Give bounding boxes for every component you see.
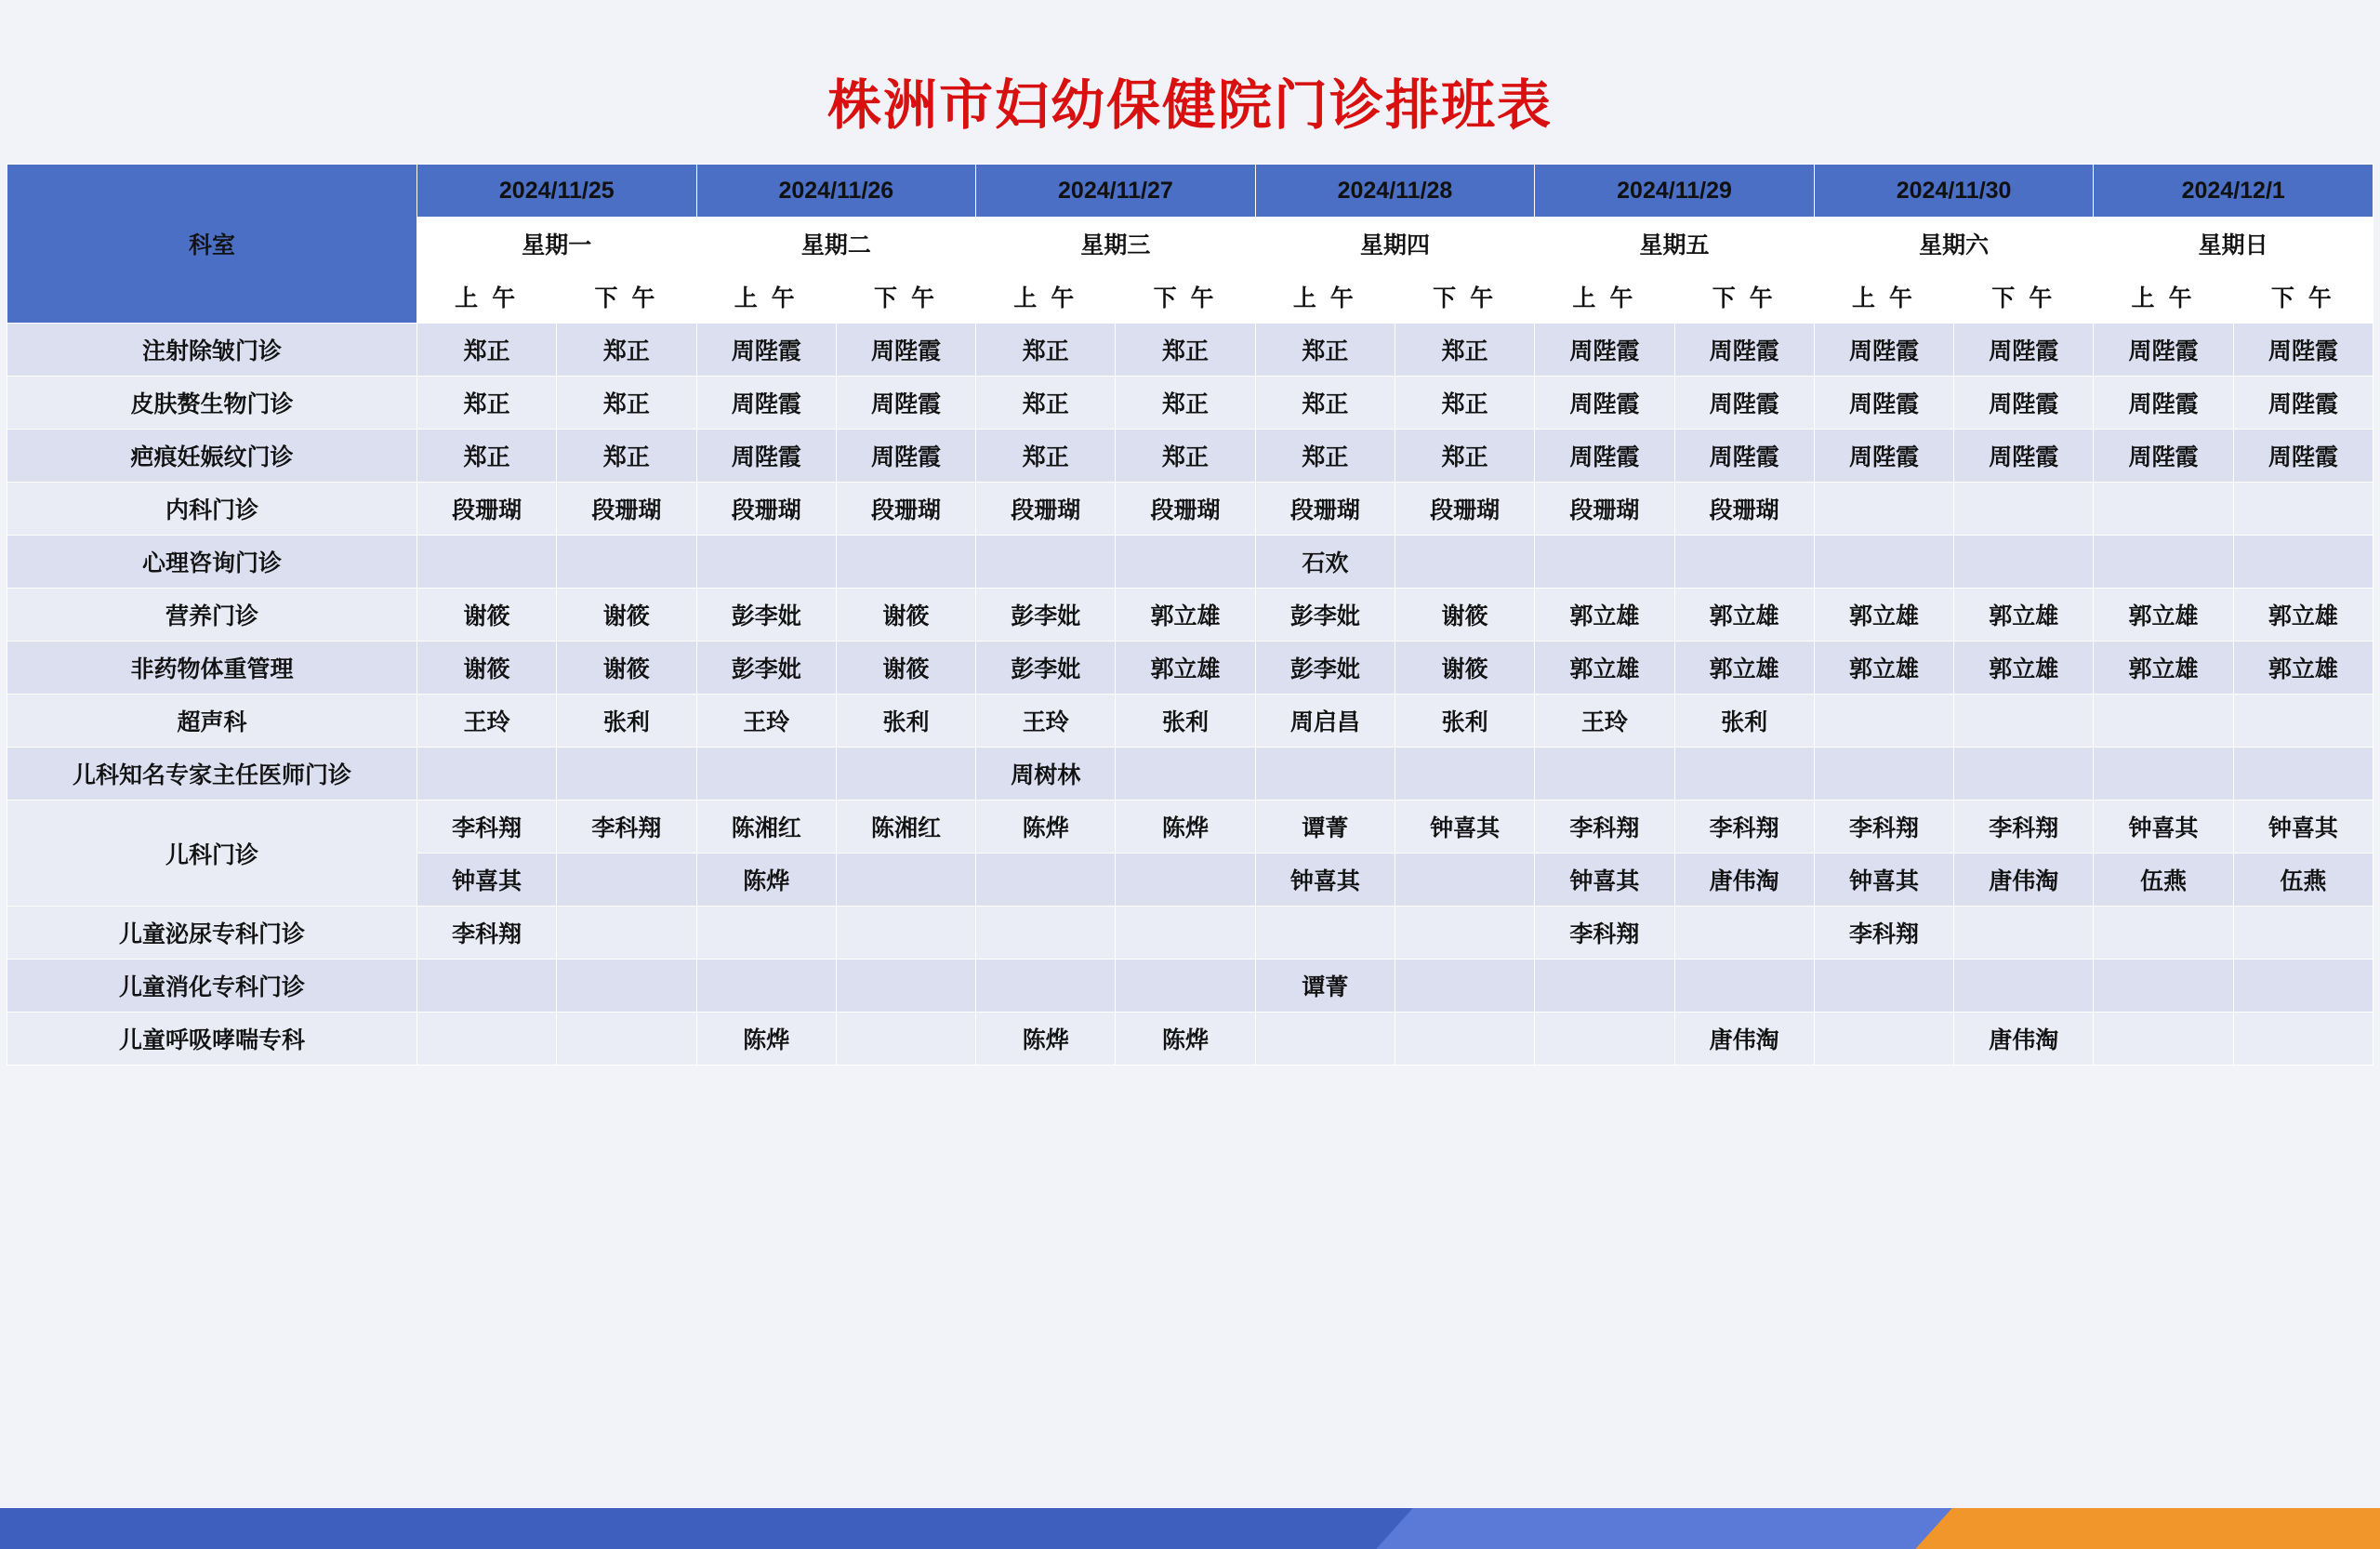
footer-bar-blue <box>0 1508 1469 1549</box>
half-header-am: 上 午 <box>976 271 1116 324</box>
shift-cell: 周陛霞 <box>1954 377 2094 430</box>
shift-cell: 郑正 <box>1395 377 1534 430</box>
shift-cell <box>1395 907 1534 960</box>
shift-cell <box>2233 907 2373 960</box>
shift-cell <box>557 536 696 589</box>
shift-cell <box>1116 536 1255 589</box>
shift-cell <box>1674 960 1814 1013</box>
shift-cell: 谢筱 <box>836 589 975 642</box>
dept-name-cell: 营养门诊 <box>7 589 417 642</box>
weekday-header: 星期日 <box>2094 218 2373 271</box>
shift-cell: 郭立雄 <box>2094 589 2233 642</box>
shift-cell: 王玲 <box>696 695 836 748</box>
shift-cell <box>557 748 696 801</box>
half-header-pm: 下 午 <box>1395 271 1534 324</box>
shift-cell: 张利 <box>836 695 975 748</box>
shift-cell: 郑正 <box>557 430 696 483</box>
shift-cell: 郭立雄 <box>1535 589 1674 642</box>
shift-cell <box>557 1013 696 1066</box>
shift-cell: 周陛霞 <box>2094 377 2233 430</box>
shift-cell <box>1255 907 1395 960</box>
shift-cell <box>417 960 557 1013</box>
schedule-table <box>7 164 2373 1066</box>
half-header-pm: 下 午 <box>1954 271 2094 324</box>
shift-cell <box>1674 748 1814 801</box>
weekday-header: 星期三 <box>976 218 1256 271</box>
shift-cell: 段珊瑚 <box>976 483 1116 536</box>
shift-cell: 陈烨 <box>1116 801 1255 854</box>
shift-cell: 周陛霞 <box>1535 377 1674 430</box>
shift-cell: 王玲 <box>1535 695 1674 748</box>
table-row <box>7 536 2373 589</box>
shift-cell: 周陛霞 <box>696 430 836 483</box>
shift-cell: 段珊瑚 <box>1395 483 1534 536</box>
shift-cell <box>1954 907 2094 960</box>
dept-name-cell: 儿科门诊 <box>7 801 417 907</box>
shift-cell: 郑正 <box>417 324 557 377</box>
shift-cell: 郑正 <box>1116 377 1255 430</box>
shift-cell: 郭立雄 <box>1954 642 2094 695</box>
shift-cell: 段珊瑚 <box>1255 483 1395 536</box>
shift-cell <box>1395 536 1534 589</box>
shift-cell <box>1814 1013 1953 1066</box>
shift-cell: 钟喜其 <box>1535 854 1674 907</box>
shift-cell <box>417 1013 557 1066</box>
shift-cell <box>696 907 836 960</box>
weekday-header: 星期二 <box>696 218 976 271</box>
shift-cell: 唐伟淘 <box>1954 854 2094 907</box>
date-header: 2024/11/26 <box>696 165 976 218</box>
shift-cell: 张利 <box>1395 695 1534 748</box>
shift-cell: 谭菁 <box>1255 801 1395 854</box>
shift-cell <box>1395 854 1534 907</box>
weekday-header: 星期五 <box>1535 218 1815 271</box>
shift-cell: 唐伟淘 <box>1674 854 1814 907</box>
shift-cell <box>557 907 696 960</box>
dept-name-cell: 皮肤赘生物门诊 <box>7 377 417 430</box>
shift-cell: 李科翔 <box>557 801 696 854</box>
shift-cell: 郑正 <box>976 324 1116 377</box>
table-row <box>7 748 2373 801</box>
shift-cell: 周陛霞 <box>1814 377 1953 430</box>
shift-cell: 彭李妣 <box>976 589 1116 642</box>
shift-cell: 郑正 <box>976 430 1116 483</box>
dept-name-cell: 心理咨询门诊 <box>7 536 417 589</box>
shift-cell: 李科翔 <box>1535 801 1674 854</box>
shift-cell <box>1116 960 1255 1013</box>
dept-name-cell: 内科门诊 <box>7 483 417 536</box>
shift-cell: 李科翔 <box>1674 801 1814 854</box>
table-body <box>7 324 2373 1066</box>
shift-cell: 郭立雄 <box>1116 589 1255 642</box>
table-row <box>7 960 2373 1013</box>
shift-cell <box>836 748 975 801</box>
half-header-pm: 下 午 <box>557 271 696 324</box>
shift-cell: 郑正 <box>1255 324 1395 377</box>
shift-cell: 周陛霞 <box>2233 430 2373 483</box>
shift-cell <box>1954 483 2094 536</box>
shift-cell: 石欢 <box>1255 536 1395 589</box>
shift-cell: 谢筱 <box>1395 642 1534 695</box>
shift-cell <box>1395 748 1534 801</box>
shift-cell <box>1814 960 1953 1013</box>
dept-name-cell: 非药物体重管理 <box>7 642 417 695</box>
shift-cell: 周陛霞 <box>836 377 975 430</box>
half-header-pm: 下 午 <box>836 271 975 324</box>
shift-cell: 周陛霞 <box>836 324 975 377</box>
shift-cell: 张利 <box>557 695 696 748</box>
shift-cell: 李科翔 <box>417 801 557 854</box>
half-header-pm: 下 午 <box>1116 271 1255 324</box>
shift-cell: 郑正 <box>557 377 696 430</box>
shift-cell <box>557 960 696 1013</box>
shift-cell: 陈烨 <box>1116 1013 1255 1066</box>
shift-cell: 郑正 <box>976 377 1116 430</box>
shift-cell <box>2094 907 2233 960</box>
shift-cell: 钟喜其 <box>1814 854 1953 907</box>
shift-cell: 周陛霞 <box>2094 430 2233 483</box>
dept-header: 科室 <box>7 165 417 324</box>
shift-cell: 谭菁 <box>1255 960 1395 1013</box>
shift-cell: 钟喜其 <box>1255 854 1395 907</box>
date-header: 2024/11/28 <box>1255 165 1535 218</box>
shift-cell: 周陛霞 <box>1814 324 1953 377</box>
shift-cell: 陈烨 <box>976 801 1116 854</box>
shift-cell <box>836 960 975 1013</box>
shift-cell: 陈湘红 <box>696 801 836 854</box>
shift-cell <box>2094 748 2233 801</box>
shift-cell: 郑正 <box>1395 324 1534 377</box>
table-row <box>7 642 2373 695</box>
date-header: 2024/11/25 <box>417 165 697 218</box>
table-row <box>7 377 2373 430</box>
half-header-am: 上 午 <box>1535 271 1674 324</box>
shift-cell <box>2233 695 2373 748</box>
date-header: 2024/12/1 <box>2094 165 2373 218</box>
shift-cell: 谢筱 <box>417 589 557 642</box>
shift-cell: 段珊瑚 <box>836 483 975 536</box>
shift-cell <box>696 960 836 1013</box>
shift-cell: 陈湘红 <box>836 801 975 854</box>
shift-cell: 郑正 <box>1395 430 1534 483</box>
shift-cell <box>1535 748 1674 801</box>
shift-cell: 李科翔 <box>1535 907 1674 960</box>
table-row <box>7 589 2373 642</box>
half-header-am: 上 午 <box>1255 271 1395 324</box>
table-row <box>7 324 2373 377</box>
shift-cell <box>836 907 975 960</box>
shift-cell <box>696 536 836 589</box>
half-header-am: 上 午 <box>1814 271 1953 324</box>
shift-cell: 段珊瑚 <box>1116 483 1255 536</box>
table-row <box>7 695 2373 748</box>
shift-cell: 周陛霞 <box>696 324 836 377</box>
shift-cell <box>2094 1013 2233 1066</box>
date-header: 2024/11/30 <box>1814 165 2094 218</box>
shift-cell: 段珊瑚 <box>1535 483 1674 536</box>
shift-cell <box>2094 483 2233 536</box>
shift-cell: 陈烨 <box>976 1013 1116 1066</box>
shift-cell <box>2094 695 2233 748</box>
footer-bar-orange <box>1915 1508 2380 1549</box>
shift-cell: 郑正 <box>1255 377 1395 430</box>
shift-cell <box>1116 748 1255 801</box>
shift-cell: 谢筱 <box>836 642 975 695</box>
shift-cell: 唐伟淘 <box>1954 1013 2094 1066</box>
shift-cell <box>1535 1013 1674 1066</box>
shift-cell: 彭李妣 <box>1255 642 1395 695</box>
shift-cell: 郭立雄 <box>1116 642 1255 695</box>
table-row <box>7 801 2373 854</box>
weekday-header: 星期六 <box>1814 218 2094 271</box>
shift-cell: 周陛霞 <box>1674 377 1814 430</box>
shift-cell: 伍燕 <box>2094 854 2233 907</box>
shift-cell <box>1954 536 2094 589</box>
shift-cell: 段珊瑚 <box>557 483 696 536</box>
shift-cell <box>1814 483 1953 536</box>
shift-cell: 周陛霞 <box>2094 324 2233 377</box>
footer-decoration <box>0 1508 2380 1549</box>
table-row <box>7 483 2373 536</box>
shift-cell: 周陛霞 <box>1954 430 2094 483</box>
dept-name-cell: 超声科 <box>7 695 417 748</box>
shift-cell: 郑正 <box>417 430 557 483</box>
shift-cell: 李科翔 <box>417 907 557 960</box>
shift-cell: 郭立雄 <box>1814 642 1953 695</box>
shift-cell <box>1395 1013 1534 1066</box>
shift-cell: 郭立雄 <box>2233 642 2373 695</box>
shift-cell: 郑正 <box>1116 430 1255 483</box>
dept-name-cell: 儿科知名专家主任医师门诊 <box>7 748 417 801</box>
shift-cell <box>976 536 1116 589</box>
shift-cell: 郭立雄 <box>1814 589 1953 642</box>
shift-cell: 周树林 <box>976 748 1116 801</box>
shift-cell <box>1255 748 1395 801</box>
table-row <box>7 1013 2373 1066</box>
shift-cell: 谢筱 <box>1395 589 1534 642</box>
shift-cell <box>2094 960 2233 1013</box>
shift-cell: 周陛霞 <box>1814 430 1953 483</box>
shift-cell <box>1116 907 1255 960</box>
shift-cell: 张利 <box>1116 695 1255 748</box>
dept-name-cell: 疤痕妊娠纹门诊 <box>7 430 417 483</box>
half-header-am: 上 午 <box>2094 271 2233 324</box>
shift-cell: 段珊瑚 <box>417 483 557 536</box>
shift-cell: 周陛霞 <box>836 430 975 483</box>
dept-name-cell: 儿童消化专科门诊 <box>7 960 417 1013</box>
shift-cell <box>1814 748 1953 801</box>
page-title: 株洲市妇幼保健院门诊排班表 <box>826 75 1553 136</box>
dept-name-cell: 儿童呼吸哮喘专科 <box>7 1013 417 1066</box>
shift-cell <box>417 536 557 589</box>
shift-cell <box>1954 960 2094 1013</box>
shift-cell: 谢筱 <box>417 642 557 695</box>
shift-cell: 郑正 <box>417 377 557 430</box>
shift-cell: 周陛霞 <box>1674 430 1814 483</box>
table-header <box>7 165 2373 324</box>
shift-cell <box>2094 536 2233 589</box>
shift-cell: 李科翔 <box>1814 801 1953 854</box>
table-row <box>7 907 2373 960</box>
shift-cell: 郭立雄 <box>1674 589 1814 642</box>
half-header-pm: 下 午 <box>2233 271 2373 324</box>
half-header-am: 上 午 <box>696 271 836 324</box>
shift-cell: 陈烨 <box>696 1013 836 1066</box>
shift-cell <box>836 1013 975 1066</box>
shift-cell <box>1674 907 1814 960</box>
shift-cell: 张利 <box>1674 695 1814 748</box>
dept-name-cell: 儿童泌尿专科门诊 <box>7 907 417 960</box>
date-header: 2024/11/29 <box>1535 165 1815 218</box>
shift-cell: 唐伟淘 <box>1674 1013 1814 1066</box>
dept-name-cell: 注射除皱门诊 <box>7 324 417 377</box>
shift-cell: 谢筱 <box>557 589 696 642</box>
shift-cell: 王玲 <box>976 695 1116 748</box>
shift-cell: 李科翔 <box>1954 801 2094 854</box>
shift-cell <box>696 748 836 801</box>
shift-cell <box>1814 536 1953 589</box>
shift-cell: 段珊瑚 <box>1674 483 1814 536</box>
shift-cell: 段珊瑚 <box>696 483 836 536</box>
shift-cell <box>1116 854 1255 907</box>
weekday-header: 星期四 <box>1255 218 1535 271</box>
shift-cell: 钟喜其 <box>1395 801 1534 854</box>
shift-cell <box>976 854 1116 907</box>
shift-cell <box>976 960 1116 1013</box>
header-row-dates <box>7 165 2373 218</box>
shift-cell: 郭立雄 <box>2233 589 2373 642</box>
shift-cell: 彭李妣 <box>696 642 836 695</box>
shift-cell: 周陛霞 <box>1535 324 1674 377</box>
shift-cell: 彭李妣 <box>976 642 1116 695</box>
shift-cell <box>1814 695 1953 748</box>
shift-cell <box>1535 536 1674 589</box>
shift-cell: 周陛霞 <box>2233 324 2373 377</box>
shift-cell <box>2233 960 2373 1013</box>
shift-cell: 伍燕 <box>2233 854 2373 907</box>
shift-cell <box>557 854 696 907</box>
shift-cell: 郭立雄 <box>1674 642 1814 695</box>
shift-cell <box>1954 695 2094 748</box>
shift-cell <box>976 907 1116 960</box>
shift-cell <box>836 854 975 907</box>
shift-cell <box>2233 483 2373 536</box>
shift-cell: 周陛霞 <box>1674 324 1814 377</box>
shift-cell: 彭李妣 <box>696 589 836 642</box>
shift-cell <box>836 536 975 589</box>
shift-cell: 谢筱 <box>557 642 696 695</box>
shift-cell: 郑正 <box>1255 430 1395 483</box>
shift-cell: 郑正 <box>1116 324 1255 377</box>
shift-cell: 周陛霞 <box>696 377 836 430</box>
shift-cell <box>417 748 557 801</box>
shift-cell <box>2233 1013 2373 1066</box>
shift-cell <box>1395 960 1534 1013</box>
date-header: 2024/11/27 <box>976 165 1256 218</box>
table-row <box>7 430 2373 483</box>
shift-cell: 周陛霞 <box>1535 430 1674 483</box>
shift-cell <box>1535 960 1674 1013</box>
shift-cell: 李科翔 <box>1814 907 1953 960</box>
half-header-pm: 下 午 <box>1674 271 1814 324</box>
shift-cell <box>1255 1013 1395 1066</box>
shift-cell <box>1954 748 2094 801</box>
shift-cell: 郭立雄 <box>1954 589 2094 642</box>
shift-cell: 周陛霞 <box>2233 377 2373 430</box>
shift-cell: 周启昌 <box>1255 695 1395 748</box>
shift-cell: 钟喜其 <box>2094 801 2233 854</box>
shift-cell: 彭李妣 <box>1255 589 1395 642</box>
shift-cell: 郭立雄 <box>1535 642 1674 695</box>
shift-cell <box>2233 536 2373 589</box>
shift-cell <box>1674 536 1814 589</box>
shift-cell: 钟喜其 <box>417 854 557 907</box>
shift-cell: 郭立雄 <box>2094 642 2233 695</box>
shift-cell: 郑正 <box>557 324 696 377</box>
shift-cell: 钟喜其 <box>2233 801 2373 854</box>
half-header-am: 上 午 <box>417 271 557 324</box>
shift-cell: 陈烨 <box>696 854 836 907</box>
shift-cell <box>2233 748 2373 801</box>
weekday-header: 星期一 <box>417 218 697 271</box>
shift-cell: 周陛霞 <box>1954 324 2094 377</box>
shift-cell: 王玲 <box>417 695 557 748</box>
